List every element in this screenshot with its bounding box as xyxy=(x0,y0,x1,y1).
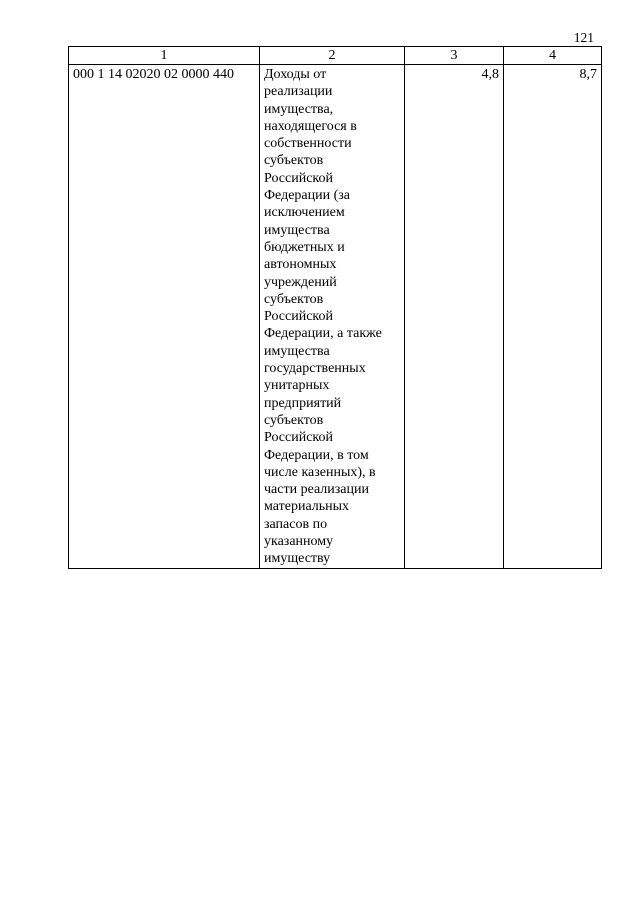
header-col-4: 4 xyxy=(504,47,602,65)
budget-table xyxy=(68,46,602,569)
description-cell: Доходы от реализации имущества, находящегося в собственности субъектов Российской Федерации (за исключением имущества бюджетных и автономных учреждений субъектов Российской Федерации, а также имущества государственных унитарных предприятий субъектов Российской Федерации, в том числе казенных), в части реализации материальных запасов по указанному имуществу xyxy=(260,65,405,569)
income-code-cell: 000 1 14 02020 02 0000 440 xyxy=(69,65,260,569)
table-row xyxy=(69,65,602,569)
header-row xyxy=(69,47,602,65)
value-col-3-cell: 4,8 xyxy=(405,65,504,569)
value-col-4-cell: 8,7 xyxy=(504,65,602,569)
header-col-3: 3 xyxy=(405,47,504,65)
header-col-1: 1 xyxy=(69,47,260,65)
header-col-2: 2 xyxy=(260,47,405,65)
page-number: 121 xyxy=(573,30,594,45)
